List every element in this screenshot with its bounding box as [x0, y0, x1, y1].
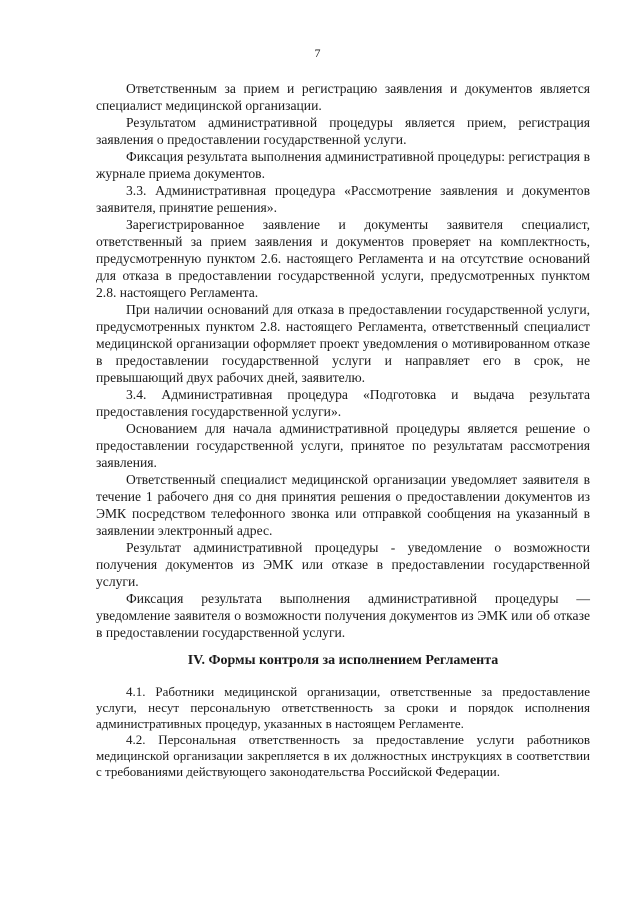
paragraph: Ответственным за прием и регистрацию заявления и документов является специалист медицинской организации. [96, 81, 590, 113]
paragraph: Фиксация результата выполнения административной процедуры — уведомление заявителя о возможности получения документов из ЭМК или об отказе в предоставлении государственной услуги. [96, 591, 590, 640]
paragraph: 4.1. Работники медицинской организации, ответственные за предоставление услуги, несут персональную ответственность за сроки и порядок исполнения административных процедур, указанных в настоящем Регламенте. [96, 684, 590, 731]
procedures-text [96, 80, 590, 641]
paragraph: Результат административной процедуры - уведомление о возможности получения документов из ЭМК или отказе в предоставлении государственной услуги. [96, 540, 590, 589]
paragraph: 4.2. Персональная ответственность за предоставление услуги работников медицинской организации закрепляется в их должностных инструкциях в соответствии с требованиями действующего законодательства Российской Федерации. [96, 732, 590, 779]
paragraph: 3.4. Административная процедура «Подготовка и выдача результата предоставления государственной услуги». [96, 387, 590, 419]
paragraph: Результатом административной процедуры является прием, регистрация заявления о предоставлении государственной услуги. [96, 115, 590, 147]
paragraph: Основанием для начала административной процедуры является решение о предоставлении государственной услуги, принятое по результатам рассмотрения заявления. [96, 421, 590, 470]
paragraph: Зарегистрированное заявление и документы заявителя специалист, ответственный за прием заявления и документов проверяет на комплектность, предусмотренную пунктом 2.6. настоящего Регламента и на отсутствие оснований для отказа в предоставлении государственной услуги, предусмотренных пунктом 2.8. настоящего Регламента. [96, 217, 590, 300]
paragraph: При наличии оснований для отказа в предоставлении государственной услуги, предусмотренных пунктом 2.8. настоящего Регламента, ответственный специалист медицинской организации оформляет проект уведомления о мотивированном отказе в предоставлении государственной услуги и направляет его в срок, не превышающий двух рабочих дней, заявителю. [96, 302, 590, 385]
page-number: 7 [314, 46, 321, 60]
section-4-text [96, 684, 590, 780]
paragraph: Ответственный специалист медицинской организации уведомляет заявителя в течение 1 рабочего дня со дня принятия решения о предоставлении документов из ЭМК посредством телефонного звонка или отправкой сообщения на указанный в заявлении электронный адрес. [96, 472, 590, 538]
paragraph: 3.3. Административная процедура «Рассмотрение заявления и документов заявителя, принятие решения». [96, 183, 590, 215]
section-heading: IV. Формы контроля за исполнением Регламента [187, 653, 499, 668]
paragraph: Фиксация результата выполнения административной процедуры: регистрация в журнале приема документов. [96, 149, 590, 181]
